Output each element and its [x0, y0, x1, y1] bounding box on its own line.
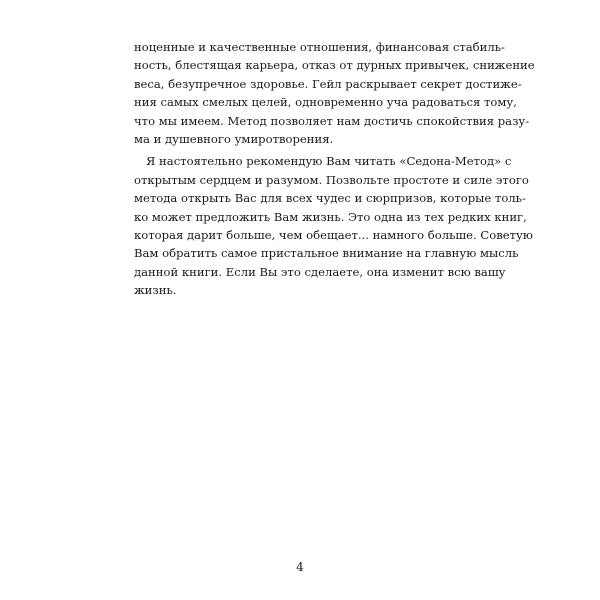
paragraph-1	[134, 38, 535, 148]
text-line: открытым сердцем и разумом. Позвольте простоте и силе этого	[134, 172, 529, 187]
text-line: метода открыть Вас для всех чудес и сюрпризов, которые толь-	[134, 191, 526, 206]
text-line: которая дарит больше, чем обещает... намного больше. Советую	[134, 227, 533, 242]
text-line: ность, блестящая карьера, отказ от дурных привычек, снижение	[134, 58, 535, 73]
text-line: ния самых смелых целей, одновременно уча радоваться тому,	[134, 95, 517, 110]
text-line: что мы имеем. Метод позволяет нам достичь спокойствия разу-	[134, 113, 530, 128]
paragraph-2	[134, 152, 533, 299]
text-line: Вам обратить самое пристальное внимание на главную мысль	[134, 246, 519, 261]
text-line: ма и душевного умиротворения.	[134, 131, 334, 146]
text-line: жизнь.	[134, 283, 177, 298]
text-line: ко может предложить Вам жизнь. Это одна из тех редких книг,	[134, 209, 527, 224]
body-text	[134, 38, 535, 299]
text-line: ноценные и качественные отношения, финансовая стабиль-	[134, 40, 505, 54]
text-line: данной книги. Если Вы это сделаете, она изменит всю вашу	[134, 264, 506, 279]
text-line: Я настоятельно рекомендую Вам читать «Седона-Метод» с	[146, 154, 512, 169]
page-number: 4	[296, 560, 304, 574]
text-line: веса, безупречное здоровье. Гейл раскрывает секрет достиже-	[134, 76, 522, 91]
